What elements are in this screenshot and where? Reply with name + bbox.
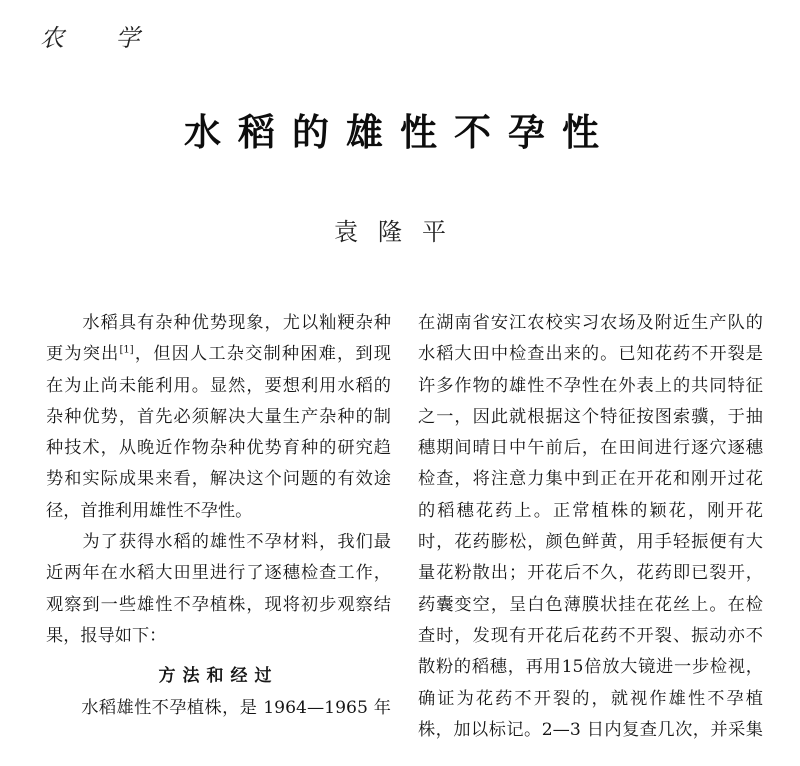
body-line: 观察到一些雄性不孕植株，现将初步观察结 [46,594,391,615]
article-author: 袁隆平 [334,218,466,246]
section-heading: 方法和经过 [158,666,279,687]
journal-category: 农 学 [40,24,162,52]
body-text: 更为突出 [46,344,120,365]
body-line: 药囊变空，呈白色薄膜状挂在花丝上。在检 [418,594,763,615]
body-line: 种技术，从晚近作物杂种优势育种的研究趋 [46,438,391,459]
body-line: 近两年在水稻大田里进行了逐穗检查工作， [46,563,391,584]
body-line: 确证为花药不开裂的，就视作雄性不孕植 [418,688,763,709]
body-line [46,339,391,370]
body-line: 在湖南省安江农校实习农场及附近生产队的 [418,313,763,333]
body-line: 之一，因此就根据这个特征按图索骥，于抽 [418,406,763,427]
body-line: 势和实际成果来看，解决这个问题的有效途 [46,469,391,490]
body-line: 许多作物的雄性不孕性在外表上的共同特征 [418,375,763,396]
body-text: ，但因人工杂交制种困难，到现 [133,344,391,365]
left-column [46,308,391,725]
body-line: 水稻雄性不孕植株，是 1964—1965 年 [46,698,391,719]
body-line: 水稻具有杂种优势现象，尤以籼粳杂种 [46,313,391,333]
body-line: 查时，发现有开花后花药不开裂、振动亦不 [418,625,763,646]
body-line: 穗期间晴日中午前后，在田间进行逐穴逐穗 [418,438,763,459]
body-line: 时，花药膨松，颜色鲜黄，用手轻振便有大 [418,532,763,553]
body-line: 在为止尚未能利用。显然，要想利用水稻的 [46,375,391,396]
body-line: 杂种优势，首先必须解决大量生产杂种的制 [46,406,391,427]
body-line: 为了获得水稻的雄性不孕材料，我们最 [46,532,391,553]
body-line: 检查，将注意力集中到正在开花和刚开过花 [418,469,763,490]
body-line: 水稻大田中检查出来的。已知花药不开裂是 [418,344,763,365]
body-line: 的稻穗花药上。正常植株的颖花，刚开花 [418,500,763,521]
body-line: 散粉的稻穗，再用15倍放大镜进一步检视， [418,657,763,678]
body-line: 径，首推利用雄性不孕性。 [46,500,253,521]
body-line: 量花粉散出；开花后不久，花药即已裂开， [418,563,763,584]
right-column [418,308,763,746]
body-line: 株，加以标记。2—3 日内复查几次，并采集 [418,719,763,740]
body-line: 果，报导如下： [46,625,167,646]
article-title: 水稻的雄性不孕性 [184,111,616,154]
reference-mark: [1] [119,344,134,356]
